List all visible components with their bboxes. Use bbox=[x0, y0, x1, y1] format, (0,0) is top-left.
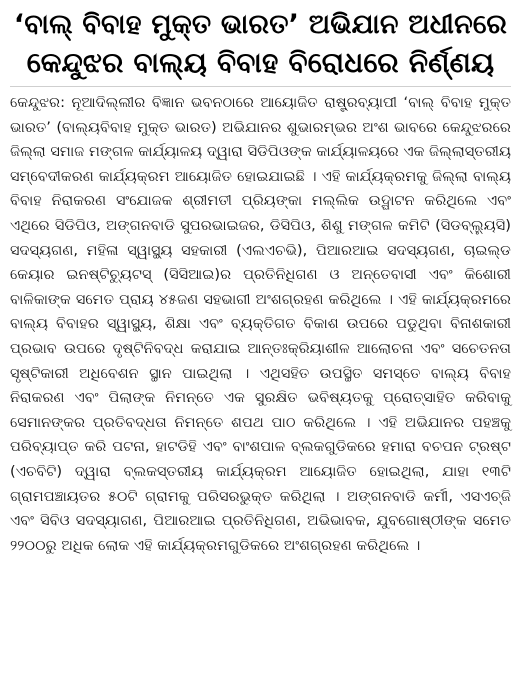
article-body bbox=[10, 91, 511, 558]
headline-divider bbox=[10, 86, 511, 87]
article-body-text: ନୂଆଦିଲ୍ଲୀର ବିଜ୍ଞାନ ଭବନଠାରେ ଆୟୋଜିତ ରାଷ୍ଟ୍ରବ୍ୟାପୀ ‘ବାଲ୍ ବିବାହ ମୁକ୍ତ ଭାରତ’ (ବାଲ୍ୟବିବାହ ମୁକ୍ତ ଭାରତ) ଅଭିଯାନର ଶୁଭାରମ୍ଭର ଅଂଶ ଭାବରେ କେନ୍ଦୁଝରରେ ଜିଲ୍ଲା ସମାଜ ମଙ୍ଗଳ କାର୍ଯ୍ୟାଳୟ ଦ୍ୱାରା ସିଡିପିଓଙ୍କ କାର୍ଯ୍ୟାଳୟରେ ଏକ ଜିଲ୍ଲାସ୍ତରୀୟ ସମ୍ବେଦୀକରଣ କାର୍ଯ୍ୟକ୍ରମ ଆୟୋଜିତ ହୋଇଯାଇଛି । ଏହି କାର୍ଯ୍ୟକ୍ରମକୁ ଜିଲ୍ଲା ବାଲ୍ୟ ବିବାହ ନିରାକରଣ ସଂଯୋଜକ ଶ୍ରୀମତୀ ପ୍ରିୟଙ୍କା ମଲ୍ଲିକ ଉଦ୍ଘାଟନ କରିଥିଲେ ଏବଂ ଏଥିରେ ସିଡିପିଓ, ଅଙ୍ଗନବାଡି ସୁପରଭାଇଜର, ଡିସିପିଓ, ଶିଶୁ ମଙ୍ଗଳ କମିଟି (ସିଡବ୍ଲ୍ୟୁସି) ସଦସ୍ୟଗଣ, ମହିଳା ସ୍ୱାସ୍ଥ୍ୟ ସହକାରୀ (ଏଲଏଚଭି), ପିଆରଆଇ ସଦସ୍ୟଗଣ, ଚାଇଲ୍ଡ କେୟାର ଇନଷ୍ଟିଚ୍ୟୁଟସ୍ (ସିସିଆଇ)ର ପ୍ରତିନିଧିଗଣ ଓ ଅନ୍ତେବାସୀ ଏବଂ କିଶୋରୀ ବାଳିକାଙ୍କ ସମେତ ପ୍ରାୟ ୪୫ଜଣ ସହଭାଗୀ ଅଂଶଗ୍ରହଣ କରିଥିଲେ । ଏହି କାର୍ଯ୍ୟକ୍ରମରେ ବାଲ୍ୟ ବିବାହର ସ୍ୱାସ୍ଥ୍ୟ, ଶିକ୍ଷା ଏବଂ ବ୍ୟକ୍ତିଗତ ବିକାଶ ଉପରେ ପଡୁଥିବା ବିନାଶକାରୀ ପ୍ରଭାବ ଉପରେ ଦୃଷ୍ଟିନିବଦ୍ଧ କରାଯାଇ ଆନ୍ତଃକ୍ରିୟାଶୀଳ ଆଲୋଚନା ଏବଂ ସଚେତନତା ସୃଷ୍ଟିକାରୀ ଅଧିବେଶନ ସ୍ଥାନ ପାଇଥିଲା । ଏଥିସହିତ ଉପସ୍ଥିତ ସମସ୍ତେ ବାଲ୍ୟ ବିବାହ ନିରାକରଣ ଏବଂ ପିଲାଙ୍କ ନିମନ୍ତେ ଏକ ସୁରକ୍ଷିତ ଭବିଷ୍ୟତକୁ ପ୍ରୋତ୍ସାହିତ କରିବାକୁ ସେମାନଙ୍କର ପ୍ରତିବଦ୍ଧତା ନିମନ୍ତେ ଶପଥ ପାଠ କରିଥିଲେ । ଏହି ଅଭିଯାନର ପହଞ୍ଚକୁ ପରିବ୍ୟାପ୍ତ କରି ପଟନା, ହାଟଡିହି ଏବଂ ବାଂଶପାଳ ବ୍ଲକଗୁଡିକରେ ହମାରା ବଚପନ ଟ୍ରଷ୍ଟ (ଏଚବିଟି) ଦ୍ୱାରା ବ୍ଲକସ୍ତରୀୟ କାର୍ଯ୍ୟକ୍ରମ ଆୟୋଜିତ ହୋଇଥିଲା, ଯାହା ୧୩ଟି ଗ୍ରାମପଞ୍ଚାୟତର ୫୦ଟି ଗ୍ରାମକୁ ପରିସରଭୁକ୍ତ କରିଥିଲା । ଅଙ୍ଗନବାଡି କର୍ମୀ, ଏସଏଚ୍‌ଜି ଏବଂ ସିବିଓ ସଦସ୍ୟାଗଣ, ପିଆରଆଇ ପ୍ରତିନିଧିଗଣ, ଅଭିଭାବକ, ଯୁବଗୋଷ୍ଠୀଙ୍କ ସମେତ ୨୨୦୦ରୁ ଅଧିକ ଲୋକ ଏହି କାର୍ଯ୍ୟକ୍ରମଗୁଡିକରେ ଅଂଶଗ୍ରହଣ କରିଥିଲେ । bbox=[10, 94, 511, 554]
headline-line-1: ‘ବାଲ୍ ବିବାହ ମୁକ୍ତ ଭାରତ’ ଅଭିଯାନ ଅଧୀନରେ bbox=[13, 9, 508, 40]
dateline: କେନ୍ଦୁଝର: bbox=[10, 94, 65, 111]
headline-line-2: କେନ୍ଦୁଝର ବାଲ୍ୟ ବିବାହ ବିରୋଧରେ ନିର୍ଣ୍ଣୟ bbox=[26, 46, 495, 79]
headline bbox=[10, 6, 511, 82]
